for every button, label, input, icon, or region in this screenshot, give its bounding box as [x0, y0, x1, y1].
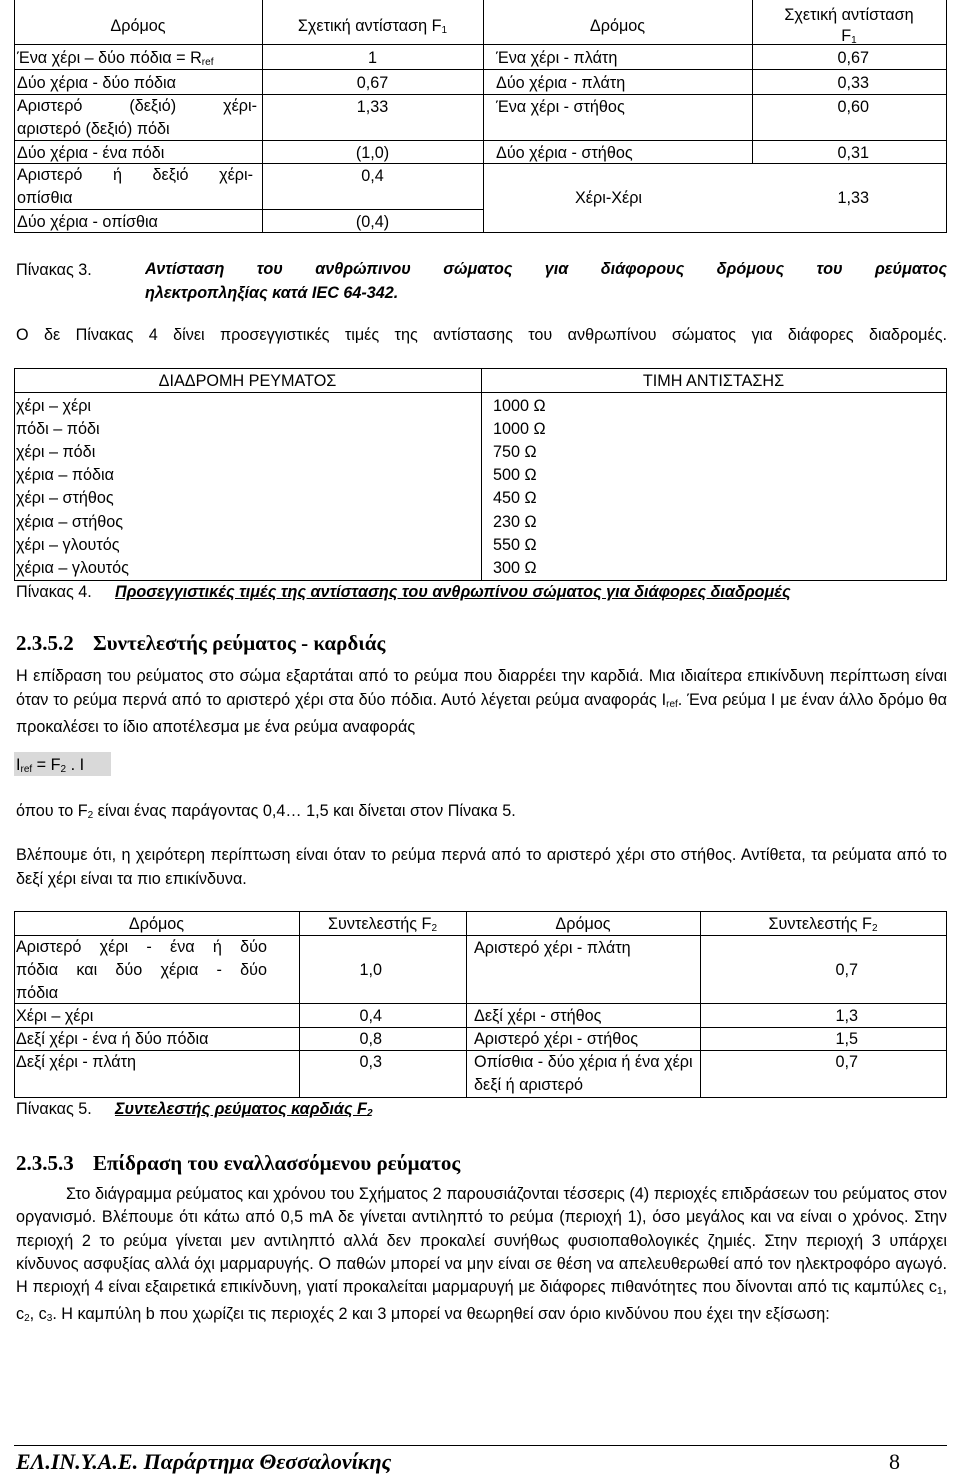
table4-row-value: 450 Ω — [493, 489, 537, 507]
table5-row1-route-a-line3: πόδια — [16, 984, 59, 1002]
table5-header-coefficient-2: Συντελεστής $F_2$ — [768, 915, 878, 934]
table4-row-route: χέρι – στήθος — [16, 489, 114, 507]
table3-header-route-2: Δρόμος — [589, 17, 646, 35]
section-2352-paragraph-1: Η επίδραση του ρεύματος στο σώμα εξαρτάται από το ρεύμα που διαρρέει την καρδιά. Μια ιδιαίτερα επικίνδυνη περίπτωση είναι όταν το ρεύμα περνά από το αριστερό χέρι στα δύο πόδια. Αυτό λέγεται ρεύμα αναφοράς $I_{ref}$. Ένα ρεύμα I με έναν άλλο δρόμο θα προκαλέσει το ίδιο αποτέλεσμα με ένα ρεύμα αναφοράς — [16, 667, 947, 736]
table3-caption-label: Πίνακας 3. — [16, 261, 92, 279]
table3-row3-route-a-line2: αριστερό (δεξιό) πόδι — [17, 120, 170, 138]
table5-header-coefficient-1: Συντελεστής $F_2$ — [327, 915, 437, 934]
table4-row-value: 300 Ω — [493, 559, 537, 577]
table4-row-route: χέρι – γλουτός — [16, 536, 120, 554]
table5-row4-value-a: 0,3 — [359, 1053, 382, 1071]
table3-row1-route-a: Ένα χέρι – δύο $\pi ό\delta\iota\alpha = R_{ref}$ — [17, 49, 214, 68]
table5-row3-route-a: Δεξί χέρι - ένα ή δύο πόδια — [16, 1030, 209, 1048]
table3-row1-value-a: 1 — [367, 49, 377, 67]
table4-row-route: χέρια – στήθος — [16, 513, 124, 531]
formula-current-reference: $I_{ref} = F_2$ . I — [16, 756, 85, 775]
section-2352-heading — [16, 630, 385, 656]
table5-row1-value-a: 1,0 — [359, 961, 382, 979]
table3-row4-route-a: Δύο χέρια - ένα πόδι — [17, 144, 165, 162]
table3-row5-route-a-line2: οπίσθια — [17, 189, 73, 207]
table3-row4-route-b: Δύο χέρια - στήθος — [496, 144, 633, 162]
table5-row3-value-a: 0,8 — [359, 1030, 382, 1048]
table3-row3-value-a: 1,33 — [356, 98, 389, 116]
table5-row4-route-a: Δεξί χέρι - πλάτη — [16, 1053, 137, 1071]
table5-caption-title: Συντελεστής ρεύματος καρδιάς $F_2$ — [115, 1100, 373, 1119]
table4-row-route: χέρια – γλουτός — [16, 559, 129, 577]
table3-header-resistance-2: Σχετική αντίσταση — [784, 6, 914, 24]
paragraph-table4-intro: Ο δε Πίνακας 4 δίνει προσεγγιστικές τιμές της αντίστασης του ανθρωπίνου σώματος για διάφορες διαδρομές. — [16, 326, 947, 344]
section-2352-title: Συντελεστής ρεύματος - καρδιάς — [93, 631, 386, 655]
table5-row2-route-a: Χέρι – χέρι — [16, 1007, 94, 1025]
table4-row-value: 1000 Ω — [493, 420, 546, 438]
table5-row2-value-b: 1,3 — [835, 1007, 858, 1025]
table3-row3-route-a: Αριστερό (δεξιό) χέρι- — [17, 97, 257, 115]
table5-row3-value-b: 1,5 — [835, 1030, 858, 1048]
section-2352-paragraph-3: Βλέπουμε ότι, η χειρότερη περίπτωση είναι όταν το ρεύμα περνά από το αριστερό χέρι στο στήθος. Αντίθετα, τα ρεύματα από το δεξί χέρι είναι τα πιο επικίνδυνα. — [16, 846, 947, 888]
table3-row1-value-b: 0,67 — [837, 49, 869, 67]
table3-row5-value-b: 1,33 — [837, 189, 869, 207]
table3-row6-value-a: (0,4) — [355, 213, 390, 231]
table3-header-resistance-2-symbol: $F_1$ — [841, 27, 857, 46]
table4-header-value: ΤΙΜΗ ΑΝΤΙΣΤΑΣΗΣ — [642, 372, 785, 390]
table3-row5-route-b: Χέρι-Χέρι — [575, 189, 643, 207]
table5-header-route-1: Δρόμος — [128, 915, 185, 933]
table3-row2-value-a: 0,67 — [356, 74, 389, 92]
table5-row1-route-a-line2: πόδια και δύο χέρια - δύο — [16, 961, 267, 979]
table4-row-route: χέρι – χέρι — [16, 397, 92, 415]
table5-row4-value-b: 0,7 — [835, 1053, 858, 1071]
table3-row6-route-a: Δύο χέρια - οπίσθια — [17, 213, 158, 231]
table4-row-route: χέρια – πόδια — [16, 466, 115, 484]
table4-row-value: 550 Ω — [493, 536, 537, 554]
table4-row-route: χέρι – πόδι — [16, 443, 96, 461]
table3-row2-value-b: 0,33 — [837, 74, 869, 92]
table3-row5-value-a: 0,4 — [361, 167, 384, 185]
table3-header-route-1: Δρόμος — [110, 17, 166, 35]
section-2352-number: 2.3.5.2 — [16, 631, 74, 655]
table3-caption-title: Αντίσταση του ανθρώπινου σώματος για διάφορους δρόμους του ρεύματος — [145, 260, 947, 278]
table3-header-resistance-1: Σχετική αντίσταση $F_1$ — [297, 17, 448, 36]
section-2353-paragraph: Στο διάγραμμα ρεύματος και χρόνου του Σχήματος 2 παρουσιάζονται τέσσερις (4) περιοχές επιδράσεων του ρεύματος στον οργανισμό. Βλέπουμε ότι κάτω από 0,5 mA δε γίνεται αντιληπτό το ρεύμα (περιοχή 1), όσο μεγάλος και να είναι ο χρόνος. Στην περιοχή 2 το ρεύμα γίνεται μεν αντιληπτό αλλά δεν προκαλεί συνήθως φυσιοπαθολογικές ζημιές. Στην περιοχή 3 υπάρχει κίνδυνος ασφυξίας αλλά όχι μαρμαρυγής. Ο παθών μπορεί να μην είναι σε θέση να απελευθερωθεί από τον ηλεκτροφόρο αγωγό. Η περιοχή 4 είναι εξαιρετικά επικίνδυνη, γιατί προκαλείται μαρμαρυγή με διάφορες πιθανότητες που δίνονται από τις καμπύλες $c_1$, $c_2$, $c_3$. Η καμπύλη b που χωρίζει τις περιοχές 2 και 3 μπορεί να θεωρηθεί σαν όριο κινδύνου που έχει την εξίσωση: — [16, 1185, 947, 1325]
table5-row2-route-b: Δεξί χέρι - στήθος — [474, 1007, 602, 1025]
table3-caption-title-line2: ηλεκτροπληξίας κατά IEC 64-342. — [145, 284, 399, 302]
table4-row-value: 230 Ω — [493, 513, 537, 531]
footer-institution: ΕΛ.ΙΝ.Υ.Α.Ε. Παράρτημα Θεσσαλονίκης — [16, 1449, 392, 1474]
table4-caption-title: Προσεγγιστικές τιμές της αντίστασης του ανθρωπίνου σώματος για διάφορες διαδρομές — [115, 583, 791, 601]
table4-row-route: πόδι – πόδι — [16, 420, 100, 438]
table3-row1-route-b: Ένα χέρι - πλάτη — [496, 49, 618, 67]
table5-header-route-2: Δρόμος — [555, 915, 611, 933]
table4-header-route: ΔΙΑΔΡΟΜΗ ΡΕΥΜΑΤΟΣ — [158, 372, 337, 390]
table5-row3-route-b: Αριστερό χέρι - στήθος — [474, 1030, 639, 1048]
table5-row1-route-a: Αριστερό χέρι - ένα ή δύο — [16, 938, 267, 956]
table3-row4-value-a: (1,0) — [355, 144, 390, 162]
footer-page-number: 8 — [889, 1449, 900, 1474]
table5-row4-route-b-line2: δεξί ή αριστερό — [474, 1076, 584, 1094]
section-2353-title: Επίδραση του εναλλασσόμενου ρεύματος — [93, 1151, 461, 1175]
section-2352-paragraph-2: όπου το $F_2$ είναι ένας παράγοντας 0,4… 1,5 και δίνεται στον Πίνακα 5. — [16, 802, 516, 821]
table5-row1-route-b: Αριστερό χέρι - πλάτη — [474, 939, 631, 957]
table5-row4-route-b: Οπίσθια - δύο χέρια ή ένα χέρι — [474, 1053, 693, 1071]
table3-row5-route-a: Αριστερό ή δεξιό χέρι- — [17, 166, 253, 184]
table4-caption-label: Πίνακας 4. — [16, 583, 92, 601]
footer-divider — [14, 1445, 947, 1446]
section-2353-number: 2.3.5.3 — [16, 1151, 74, 1175]
table5-row2-value-a: 0,4 — [359, 1007, 382, 1025]
table5-caption-label: Πίνακας 5. — [16, 1100, 92, 1118]
section-2353-heading — [16, 1150, 460, 1176]
table4-row-value: 750 Ω — [493, 443, 537, 461]
table3-row3-value-b: 0,60 — [837, 98, 869, 116]
table3-row2-route-a: Δύο χέρια - δύο πόδια — [17, 74, 176, 92]
table3-row4-value-b: 0,31 — [837, 144, 869, 162]
table4-row-value: 500 Ω — [493, 466, 537, 484]
table4-row-value: 1000 Ω — [493, 397, 546, 415]
table3-row3-route-b: Ένα χέρι - στήθος — [496, 98, 625, 116]
table5-row1-value-b: 0,7 — [835, 961, 858, 979]
table3-row2-route-b: Δύο χέρια - πλάτη — [496, 74, 626, 92]
